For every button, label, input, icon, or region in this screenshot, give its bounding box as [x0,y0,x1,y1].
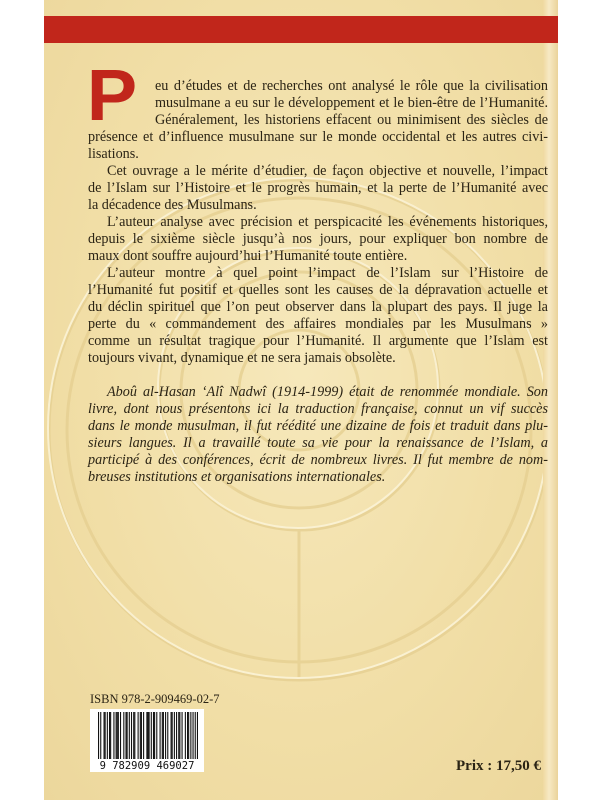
barcode-bar [110,712,111,759]
barcode-bar [160,712,161,759]
barcode-bar [113,712,114,759]
text-line: toujours vivant, dynamique et ne sera jamais obsolète. [88,350,396,366]
drop-cap: P [86,56,138,136]
barcode-bar [107,712,108,759]
barcode-bar [167,712,168,759]
text-line: l’Humanité fut positif et quelles sont les causes de la dépravation actuelle et [88,282,548,298]
barcode-bar [185,712,186,759]
text-line: maux dont souffre aujourd’hui l’Humanité toute entière. [88,248,408,264]
barcode [90,709,204,772]
barcode-bar [143,712,144,759]
barcode-bar [188,712,189,759]
barcode-bar [174,712,175,759]
barcode-bar [134,712,135,759]
barcode-bar [105,712,106,759]
description-text [88,78,548,486]
barcode-bar [187,712,188,759]
bio-line: sieurs langues. Il a travaillé toute sa vie pour la renaissance de l’Islam, a [88,435,548,451]
barcode-bar [156,712,157,759]
barcode-bar [162,712,163,759]
barcode-bar [153,712,154,759]
barcode-bar [151,712,152,759]
barcode-bar [129,712,130,759]
text-line: la décadence des Musulmans. [88,197,257,213]
barcode-bar [125,712,126,759]
text-line: L’auteur analyse avec précision et perspicacité les événements historiques, [107,214,548,230]
barcode-bar [131,712,132,759]
text-line: depuis le sixième siècle jusqu’à nos jours, pour expliquer bon nombre de [88,231,548,247]
text-line: comme un résultat tragique pour l’Humanité. Il argumente que l’Islam est [88,333,548,349]
text-line: L’auteur montre à quel point l’impact de l’Islam sur l’Histoire de [107,265,548,281]
barcode-bar [171,712,172,759]
text-line: perte du « commandement des affaires mondiales par les Musulmans » [88,316,548,332]
barcode-number: 9 782909 469027 [99,760,195,772]
text-line: eu d’études et de recherches ont analysé le rôle que la civilisation [155,78,548,94]
barcode-bar [146,712,147,759]
barcode-bar [176,712,177,759]
barcode-bars [90,709,204,761]
barcode-bar [190,712,191,759]
barcode-bar [197,712,198,759]
text-line: du déclin spirituel que l’on peut observer dans la plupart des pays. Il juge la [88,299,548,315]
barcode-bar [163,712,164,759]
barcode-bar [103,712,104,759]
barcode-bar [120,712,121,759]
barcode-bar [154,712,155,759]
barcode-bar [195,712,196,759]
isbn-label: ISBN 978-2-909469-02-7 [90,692,220,706]
bio-line: dans le monde musulman, il fut réédité une dizaine de fois et traduit dans plu- [88,418,548,434]
barcode-bar [117,712,118,759]
text-line: Cet ouvrage a le mérite d’étudier, de façon objective et nouvelle, l’impact [107,163,548,179]
barcode-bar [133,712,134,759]
barcode-bar [182,712,183,759]
barcode-bar [193,712,194,759]
barcode-bar [127,712,128,759]
barcode-bar [141,712,142,759]
barcode-bar [138,712,139,759]
barcode-bar [109,712,110,759]
barcode-bar [123,712,124,759]
price-label: Prix : 17,50 € [456,758,541,774]
barcode-bar [179,712,180,759]
barcode-bar [149,712,150,759]
bio-line: participé à des conférences, écrit de nombreux livres. Il fut membre de nom- [88,452,548,468]
bio-line: livre, dont nous présentons ici la traduction française, connut un vif succès [88,401,548,417]
text-line: de l’Islam sur l’Histoire et le progrès humain, et la perte de l’Humanité avec [88,180,548,196]
barcode-bar [178,712,179,759]
text-line: lisations. [88,146,139,162]
red-band [44,16,558,43]
barcode-bar [100,712,101,759]
barcode-bar [140,712,141,759]
barcode-bar [172,712,173,759]
barcode-bar [147,712,148,759]
text-line: musulmane a eu sur le développement et le bien-être de l’Humanité. [155,95,548,111]
text-line: présence et d’influence musulmane sur le monde occidental et les autres civi- [88,129,548,145]
text-line: Généralement, les historiens effacent ou minimisent des siècles de [155,112,548,128]
bio-line: Aboû al-Hasan ‘Alî Nadwî (1914-1999) était de renommée mondiale. Son [107,384,548,400]
bio-line: breuses institutions et organisations internationales. [88,469,386,485]
barcode-bar [165,712,166,759]
barcode-bar [116,712,117,759]
barcode-bar [118,712,119,759]
barcode-bar [98,712,99,759]
